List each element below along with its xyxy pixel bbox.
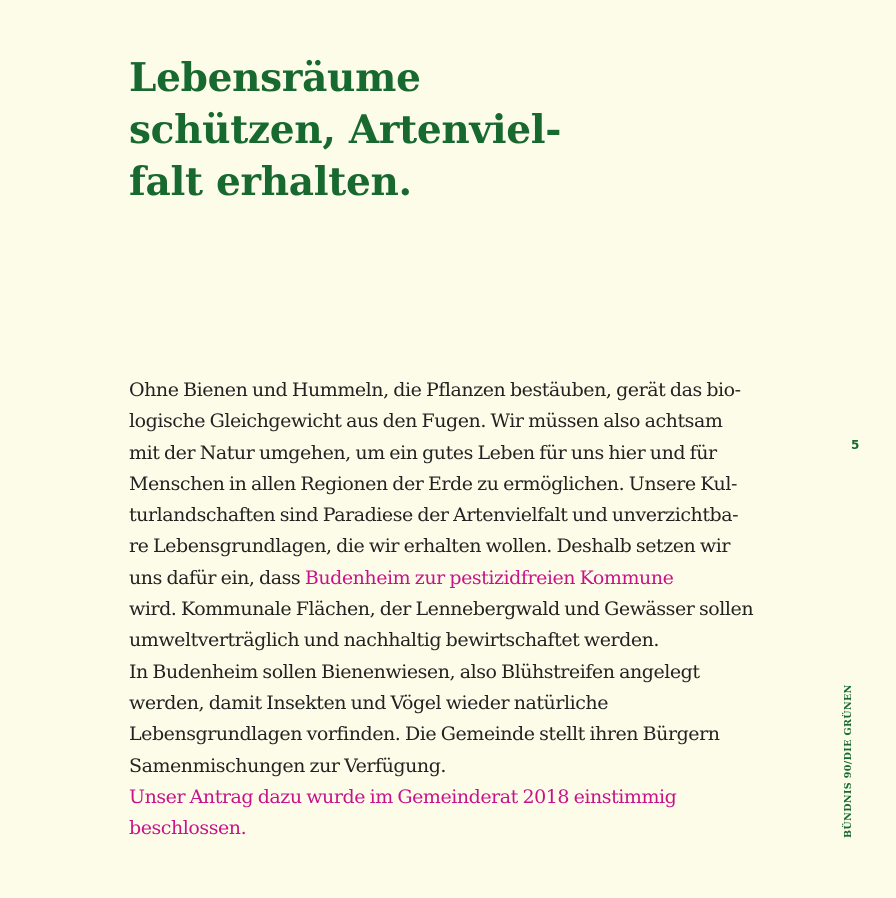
body-line: Lebensgrundlagen vorfinden. Die Gemeinde stellt ihren Bürgern [129, 723, 720, 746]
highlighted-phrase: Budenheim zur pestizidfreien Kommune [304, 566, 674, 589]
headline-line: schützen, Artenviel- [129, 107, 562, 153]
highlighted-line: Unser Antrag dazu wurde im Gemeinderat 2018 einstimmig [129, 785, 677, 808]
page-title [129, 52, 649, 208]
body-line: Ohne Bienen und Hummeln, die Pflanzen bestäuben, gerät das bio- [129, 379, 741, 401]
body-line: re Lebensgrundlagen, die wir erhalten wollen. Deshalb setzen wir [129, 535, 731, 558]
headline-line: falt erhalten. [129, 159, 412, 205]
body-line: Samenmischungen zur Verfügung. [129, 754, 447, 777]
body-line: logische Gleichgewicht aus den Fugen. Wir müssen also achtsam [129, 410, 723, 433]
body-line: Menschen in allen Regionen der Erde zu ermöglichen. Unsere Kul- [129, 472, 737, 495]
page-number: 5 [851, 438, 860, 452]
highlighted-line: beschlossen. [129, 817, 247, 840]
body-line-mixed [129, 563, 829, 594]
body-text-fragment: uns dafür ein, dass [129, 566, 305, 589]
body-paragraph [129, 375, 829, 844]
party-label: BÜNDNIS 90/DIE GRÜNEN [843, 684, 854, 838]
body-line: werden, damit Insekten und Vögel wieder natürliche [129, 691, 608, 714]
body-line: umweltverträglich und nachhaltig bewirtschaftet werden. [129, 629, 660, 652]
body-line: turlandschaften sind Paradiese der Artenvielfalt und unverzichtba- [129, 504, 739, 527]
body-line: In Budenheim sollen Bienenwiesen, also Blühstreifen angelegt [129, 660, 700, 683]
body-line: mit der Natur umgehen, um ein gutes Leben für uns hier und für [129, 441, 717, 464]
body-line: wird. Kommunale Flächen, der Lennebergwald und Gewässer sollen [129, 598, 754, 621]
headline-line: Lebensräume [129, 55, 421, 101]
